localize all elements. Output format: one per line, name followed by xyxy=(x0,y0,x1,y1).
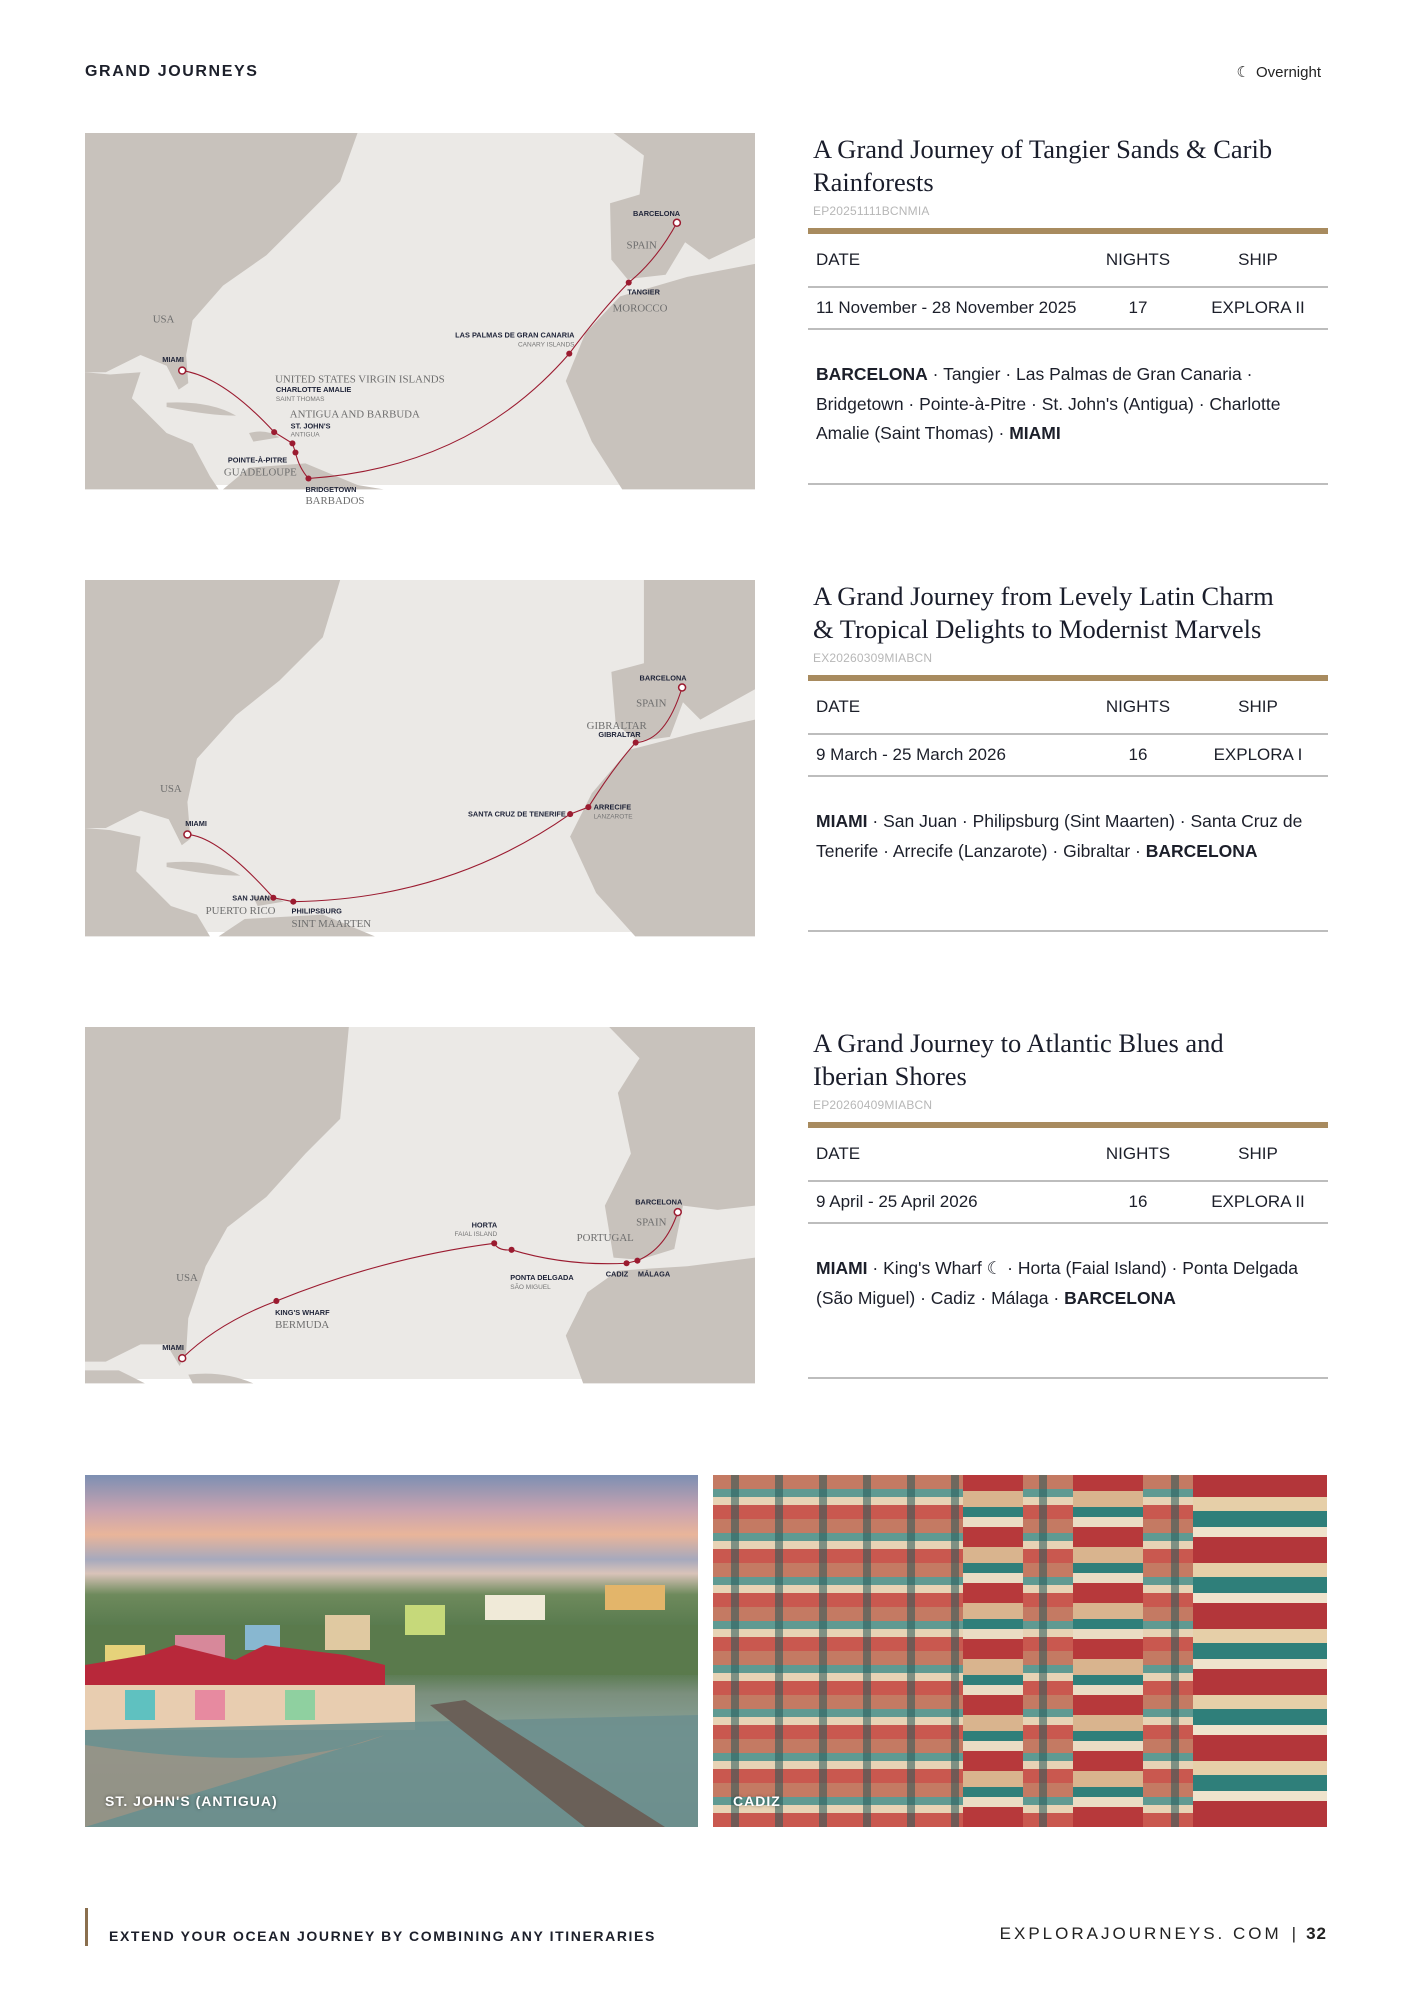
endpoint-marker xyxy=(179,367,186,374)
itinerary-port: San Juan xyxy=(883,811,958,831)
journey-section xyxy=(85,133,1328,508)
map-label: FAIAL ISLAND xyxy=(454,1230,498,1238)
map-label: MIAMI xyxy=(162,1342,184,1352)
header-ship: SHIP xyxy=(1238,1144,1278,1163)
journey-title: A Grand Journey to Atlantic Blues and Iberian Shores xyxy=(813,1028,1224,1091)
cell-ship: EXPLORA II xyxy=(1211,1192,1305,1211)
port-marker xyxy=(567,811,573,817)
port-marker xyxy=(290,899,296,905)
footer-separator: | xyxy=(1291,1924,1297,1943)
map-label: SÃO MIGUEL xyxy=(510,1283,551,1291)
separator-dot: · xyxy=(867,811,884,831)
itinerary-port: Gibraltar xyxy=(1063,840,1131,861)
endpoint-marker xyxy=(184,831,191,838)
endpoint-marker xyxy=(673,219,680,226)
separator-dot: · xyxy=(1048,1287,1065,1308)
map-svg xyxy=(85,580,755,932)
header-date: DATE xyxy=(816,1144,861,1163)
separator-dot: · xyxy=(878,840,893,861)
separator-dot: · xyxy=(957,811,973,831)
map-label: LAS PALMAS DE GRAN CANARIA xyxy=(455,330,575,340)
map-label: HORTA xyxy=(471,1220,498,1230)
table-row xyxy=(808,288,1328,330)
separator-dot: · xyxy=(1000,364,1017,384)
separator-dot: · xyxy=(993,423,1010,443)
footer-tagline: EXTEND YOUR OCEAN JOURNEY BY COMBINING ANY ITINERARIES xyxy=(109,1928,656,1944)
port-marker xyxy=(626,280,632,286)
journey-title: A Grand Journey from Levely Latin Charm & Tropical Delights to Modernist Marvels xyxy=(813,581,1274,644)
journey-section xyxy=(85,1027,1328,1379)
map-label: MIAMI xyxy=(185,819,207,829)
port-marker xyxy=(292,449,298,455)
route-map xyxy=(85,133,755,508)
map-label: CHARLOTTE AMALIE xyxy=(275,385,352,395)
port-marker xyxy=(491,1240,497,1246)
header-ship: SHIP xyxy=(1238,697,1278,716)
separator-dot: · xyxy=(1166,1258,1183,1278)
table-row xyxy=(808,1182,1328,1224)
cell-nights: 16 xyxy=(1128,745,1148,764)
port-marker xyxy=(273,1298,279,1304)
endpoint-marker xyxy=(179,1355,186,1362)
itinerary-port: Pointe-à-Pitre xyxy=(919,393,1027,414)
cell-ship: EXPLORA I xyxy=(1213,745,1303,764)
separator-dot: · xyxy=(975,1287,992,1308)
map-label: PHILIPSBURG xyxy=(291,906,342,916)
itinerary-stops xyxy=(808,1224,1328,1374)
table-header xyxy=(808,681,1328,735)
port-marker xyxy=(289,440,295,446)
header-nights: NIGHTS xyxy=(1105,1144,1171,1163)
map-label: SINT MAARTEN xyxy=(291,917,372,930)
port-marker xyxy=(566,351,572,357)
itinerary-port: Arrecife (Lanzarote) xyxy=(892,840,1048,861)
map-label: SPAIN xyxy=(626,239,657,252)
map-label: BARCELONA xyxy=(633,209,681,219)
header-nights: NIGHTS xyxy=(1105,250,1171,269)
port-marker xyxy=(624,1260,630,1266)
divider xyxy=(808,483,1328,485)
itinerary-port: St. John's (Antigua) xyxy=(1041,393,1194,414)
footer-info xyxy=(1000,1924,1327,1944)
map-label: USA xyxy=(176,1272,198,1285)
divider xyxy=(808,1377,1328,1379)
overnight-label: Overnight xyxy=(1255,64,1321,81)
itinerary-port: MIAMI xyxy=(1009,423,1061,443)
endpoint-marker xyxy=(679,684,686,691)
cell-date: 9 April - 25 April 2026 xyxy=(816,1192,978,1211)
port-marker xyxy=(509,1247,515,1253)
map-label: BARCELONA xyxy=(639,673,687,683)
map-label: ANTIGUA xyxy=(290,431,320,439)
map-label: ANTIGUA AND BARBUDA xyxy=(289,408,420,421)
separator-dot: · xyxy=(903,393,920,414)
separator-dot: · xyxy=(927,364,944,384)
itinerary-stops xyxy=(808,777,1328,927)
map-label: TANGIER xyxy=(627,287,661,297)
map-label: UNITED STATES VIRGIN ISLANDS xyxy=(275,373,445,386)
map-label: BARBADOS xyxy=(305,495,365,508)
separator-dot: · xyxy=(1174,811,1191,831)
itinerary-port: BARCELONA xyxy=(816,364,928,384)
photo-caption: CADIZ xyxy=(733,1793,781,1809)
photo-st-johns-antigua xyxy=(85,1475,698,1827)
port-marker xyxy=(270,895,276,901)
cell-date: 9 March - 25 March 2026 xyxy=(816,745,1006,764)
journey-info xyxy=(808,1027,1328,1379)
map-label: MÁLAGA xyxy=(637,1269,671,1279)
itinerary-port: Cadiz xyxy=(930,1287,976,1308)
map-label: GUADELOUPE xyxy=(223,466,297,479)
map-label: CANARY ISLANDS xyxy=(517,341,575,349)
header-ship: SHIP xyxy=(1238,250,1278,269)
journey-title: A Grand Journey of Tangier Sands & Carib Rainforests xyxy=(813,134,1273,197)
map-label: SPAIN xyxy=(636,697,667,710)
itinerary-port: Santa Cruz de Tenerife xyxy=(816,811,1303,861)
map-label: ST. JOHN'S xyxy=(290,421,331,431)
footer-accent-bar xyxy=(85,1908,88,1946)
separator-dot: · xyxy=(915,1287,931,1308)
journey-info xyxy=(808,580,1328,932)
harbor-illustration xyxy=(85,1475,698,1827)
map-label: ARRECIFE xyxy=(593,802,632,812)
itinerary-port: Horta (Faial Island) xyxy=(1017,1258,1167,1278)
port-marker xyxy=(633,740,639,746)
itinerary-port: Las Palmas de Gran Canaria xyxy=(1016,364,1242,384)
itinerary-port: MIAMI xyxy=(816,811,868,831)
separator-dot: · xyxy=(1047,840,1064,861)
itinerary-port: Philipsburg (Sint Maarten) xyxy=(972,811,1175,831)
separator-dot: · xyxy=(867,1258,884,1278)
map-label: USA xyxy=(160,782,182,795)
map-label: CADIZ xyxy=(605,1269,629,1279)
itinerary-port: BARCELONA xyxy=(1145,840,1258,861)
website-link[interactable]: EXPLORAJOURNEYS. COM xyxy=(999,1924,1282,1943)
page-number: 32 xyxy=(1306,1924,1327,1943)
section-title: GRAND JOURNEYS xyxy=(85,63,259,80)
itinerary-port: Ponta Delgada (São Miguel) xyxy=(816,1258,1299,1308)
table-header xyxy=(808,1128,1328,1182)
map-label: GIBRALTAR xyxy=(598,729,641,739)
endpoint-marker xyxy=(674,1209,681,1216)
journey-code: EP20251111BCNMIA xyxy=(813,204,930,218)
cell-date: 11 November - 28 November 2025 xyxy=(816,298,1077,317)
map-label: KING'S WHARF xyxy=(275,1307,330,1317)
map-svg xyxy=(85,133,755,508)
photo-cadiz xyxy=(713,1475,1327,1827)
map-svg xyxy=(85,1027,755,1379)
moon-icon: ☾ xyxy=(1236,64,1250,81)
table-row xyxy=(808,735,1328,777)
port-marker xyxy=(585,804,591,810)
map-label: SAN JUAN xyxy=(232,893,270,903)
separator-dot: · xyxy=(1002,1258,1018,1278)
itinerary-port: BARCELONA xyxy=(1064,1287,1176,1308)
map-label: LANZAROTE xyxy=(593,813,633,821)
separator-dot: · xyxy=(1130,840,1146,861)
separator-dot: · xyxy=(1241,364,1253,384)
map-label: BRIDGETOWN xyxy=(305,484,357,494)
header-date: DATE xyxy=(816,697,861,716)
map-label: SANTA CRUZ DE TENERIFE xyxy=(468,809,566,819)
map-label: PORTUGAL xyxy=(576,1232,634,1245)
map-label: SAINT THOMAS xyxy=(275,395,325,403)
map-label: MIAMI xyxy=(162,354,184,364)
cell-nights: 16 xyxy=(1128,1192,1148,1211)
map-label: MOROCCO xyxy=(612,302,668,315)
itinerary-port: King's Wharf ☾ xyxy=(883,1258,1003,1278)
header-nights: NIGHTS xyxy=(1105,697,1171,716)
journey-section xyxy=(85,580,1328,932)
overnight-legend xyxy=(1237,63,1328,81)
cell-nights: 17 xyxy=(1128,298,1148,317)
map-label: GIBRALTAR xyxy=(586,720,647,733)
itinerary-port: Bridgetown xyxy=(816,393,904,414)
separator-dot: · xyxy=(1193,393,1210,414)
map-label: USA xyxy=(152,313,175,326)
journey-code: EX20260309MIABCN xyxy=(813,651,933,665)
map-label: BARCELONA xyxy=(635,1197,683,1207)
map-label: PUERTO RICO xyxy=(205,904,276,917)
itinerary-port: MIAMI xyxy=(816,1258,868,1278)
map-label: POINTE-À-PITRE xyxy=(227,455,288,465)
port-marker xyxy=(634,1258,640,1264)
separator-dot: · xyxy=(1026,393,1042,414)
journey-info xyxy=(808,133,1328,485)
route-map xyxy=(85,1027,755,1379)
journey-code: EP20260409MIABCN xyxy=(813,1098,933,1112)
itinerary-port: Málaga xyxy=(991,1287,1049,1308)
itinerary-port: Tangier xyxy=(943,364,1001,384)
route-map xyxy=(85,580,755,932)
cell-ship: EXPLORA II xyxy=(1211,298,1305,317)
port-marker xyxy=(305,475,311,481)
table-header xyxy=(808,234,1328,288)
divider xyxy=(808,930,1328,932)
map-label: SPAIN xyxy=(636,1216,667,1229)
header-date: DATE xyxy=(816,250,861,269)
port-marker xyxy=(271,429,277,435)
photo-caption: ST. JOHN'S (ANTIGUA) xyxy=(105,1793,278,1809)
itinerary-port: Charlotte Amalie (Saint Thomas) xyxy=(816,393,1281,443)
map-label: PONTA DELGADA xyxy=(510,1273,574,1283)
itinerary-stops xyxy=(808,330,1328,480)
map-label: BERMUDA xyxy=(275,1318,330,1331)
